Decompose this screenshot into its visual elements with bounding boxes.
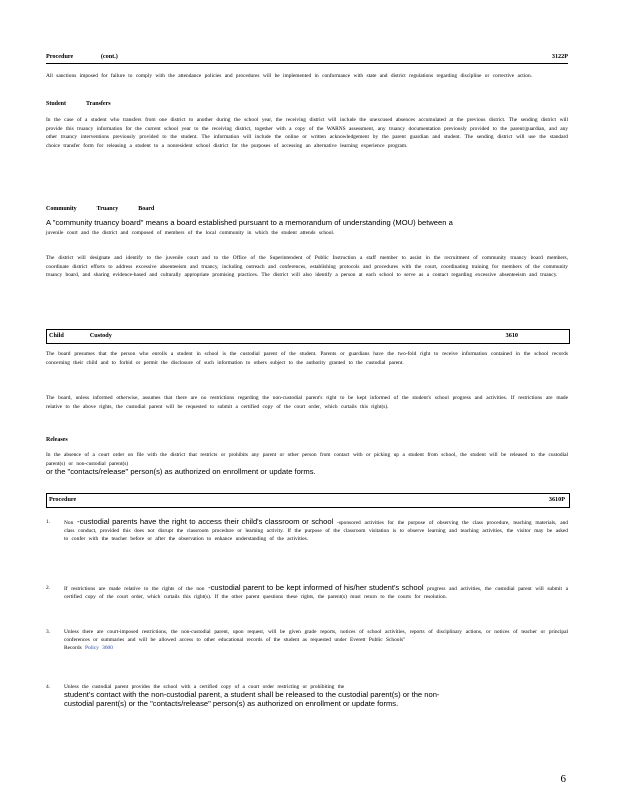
header-suffix: (cont.) — [100, 53, 118, 60]
list-item: 1. Non -custodial parents have the right to access their child's classroom or school -sponsored activities for the purpose of observing the class procedure, teaching materials, and class conduct, provided this does not disrupt the classroom procedure or learning activity. If the purpose of the classroom visitation is to observe learning and teaching activities, the visitor may be asked to confer with the teacher before or after the observation to enhance understanding of the activities. — [46, 517, 568, 543]
list-item: 3. Unless there are court-imposed restrictions, the non-custodial parent, upon request, will be given grade reports, notices of school activities, reports of disciplinary actions, or notices of teacher or principal conferences or summaries and will be allowed access to other educational records of the student as requested under Everett Public Schools" Records Policy 3600 — [46, 629, 568, 652]
page-number: 6 — [560, 773, 566, 785]
list-item: 4. Unless the custodial parent provides the school with a certified copy of a court order restricting or prohibiting the student's contact with the non-custodial parent, a student shall be released to the custodial parent(s) or the non- custodial parent(s) or the "contacts/release" person(s) as authorized on enrollment or update forms. — [46, 684, 440, 709]
header-code: 3122P — [551, 53, 568, 60]
section-header-3122p — [46, 53, 568, 60]
community-board-lead: A "community truancy board" means a board established pursuant to a memorandum of understanding (MOU) between a juvenile court and the district and composed of members of the local community in which the student attends school. — [46, 218, 453, 236]
sanctions-paragraph: All sanctions imposed for failure to comply with the attendance policies and procedures will be implemented in conformance with state and district regulations regarding discipline or corrective action. — [46, 73, 533, 79]
student-transfers-paragraph: In the case of a student who transfers from one district to another during the school year, the receiving district will include the unexcused absences accumulated at the previous district. The sending district will provide this truancy information for the current school year to the receiving district, together with a copy of the WARNS assessment, any truancy documentation previously provided to the parent/guardian, and any other truancy interventions previously provided to the student. The information will include the online or written acknowledgement by the parent guardian and student. The sending district will use the standard choice transfer form for releasing a student to a nonresident school district for the purposes of accessing an alternative learning experience program. — [46, 117, 568, 149]
policy-3600-link[interactable]: Policy 3600 — [85, 645, 113, 652]
custody-paragraph-1: The board presumes that the person who enrolls a student in school is the custodial parent of the student. Parents or guardians have the two-fold right to receive information contained in the school records concerning their child and to forbid or permit the disclosure of such information to others subject to the authority granted to the custodial parent. — [46, 351, 568, 366]
section-header-3610p: Procedure 3610P — [49, 496, 565, 503]
student-transfers-heading: Student Transfers — [46, 101, 111, 107]
section-header-3610: Child Custody 3610 — [49, 332, 518, 339]
releases-paragraph: In the absence of a court order on file with the district that restricts or prohibits any parent or other person from contact with or picking up a student from school, the student will be released to the custodial parent(s) or non-custodial parent(s) or the "contacts/release" person(s) as authorized on enrollment or update forms. — [46, 452, 568, 477]
header-rule — [46, 63, 568, 64]
header-title: Procedure — [46, 53, 74, 60]
releases-heading: Releases — [46, 437, 68, 443]
list-item: 2. If restrictions are made relative to the rights of the non -custodial parent to be kept informed of his/her student's school progress and activities, the custodial parent will submit a certified copy of the court order, which curtails this right(s). If the other parent questions these rights, the parent(s) must return to the courts for resolution. — [46, 583, 569, 601]
community-board-paragraph: The district will designate and identify to the juvenile court and to the Office of the Superintendent of Public Instruction a staff member to assist in the recruitment of community truancy board members, coordinate district efforts to address excessive absenteeism and truancy, including outreach and conferences, establishing protocols and procedures with the court, coordinating training for members of the community truancy board, and sharing evidence-based and culturally appropriate promising practices. The district will also identify a person at each school to serve as a contact regarding excessive absenteeism and truancy. — [46, 255, 568, 279]
custody-paragraph-2: The board, unless informed otherwise, assumes that there are no restrictions regarding the non-custodial parent's right to be kept informed of the student's school progress and activities. If restrictions are made relative to the above rights, the custodial parent will be requested to submit a certified copy of the court order, which curtails this right(s). — [46, 395, 568, 410]
community-board-heading: Community Truancy Board — [46, 206, 155, 212]
